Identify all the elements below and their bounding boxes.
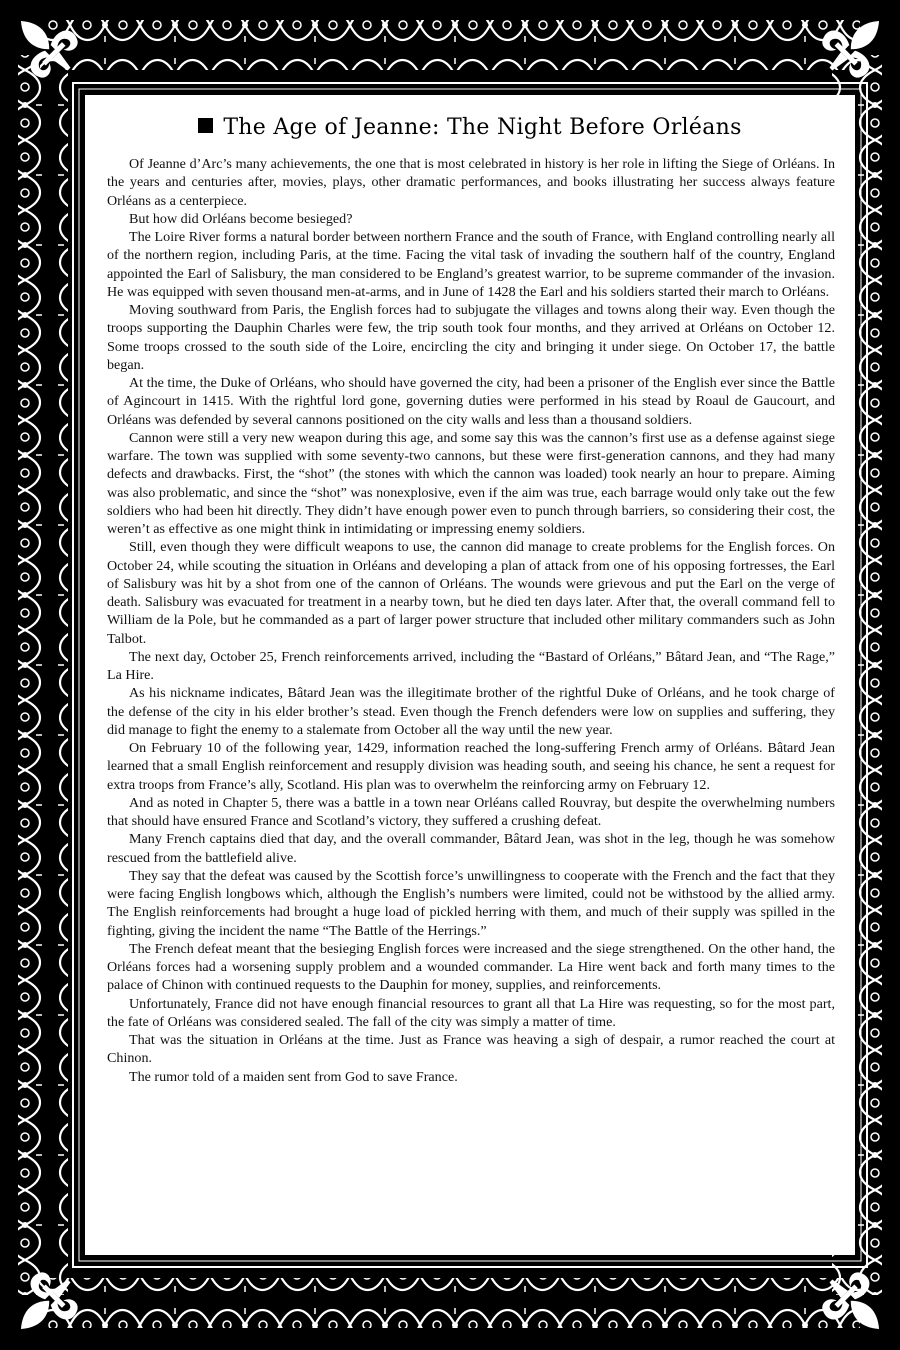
paragraph: Still, even though they were difficult weapons to use, the cannon did manage to create problems for the English forces. On October 24, while scouting the situation in Orléans and developing a plan of attack from one of his opposing fortresses, the Earl of Salisbury was hit by a shot from one of the cannon of Orléans. The wounds were grievous and put the Earl on the verge of death. Salisbury was evacuated for treatment in a nearby town, but he died ten days later. After that, the overall command fell to William de la Pole, but he commanded as a part of larger power structure that included other military commanders such as John Talbot. <box>107 539 835 647</box>
page-title <box>85 115 855 140</box>
paragraph: As his nickname indicates, Bâtard Jean was the illegitimate brother of the rightful Duke of Orléans, and he took charge of the defense of the city in his elder brother’s stead. Even though the French defenders were low on supplies and suffering, they did manage to fight the enemy to a stalemate from October all the way until the new year. <box>107 685 835 738</box>
paragraph: But how did Orléans become besieged? <box>129 210 353 227</box>
paragraph: Moving southward from Paris, the English forces had to subjugate the villages and towns along their way. Even though the troops supporting the Dauphin Charles were few, the trip south took four months, and they arrived at Orléans on October 12. Some troops crossed to the south side of the Loire, encircling the city and bringing it under siege. On October 17, the battle began. <box>107 302 835 373</box>
paragraph: The next day, October 25, French reinforcements arrived, including the “Bastard of Orléans,” Bâtard Jean, and “The Rage,” La Hire. <box>107 648 835 683</box>
paragraph: At the time, the Duke of Orléans, who should have governed the city, had been a prisoner of the English ever since the Battle of Agincourt in 1415. With the rightful lord gone, governing duties were performed in his stead by Roaul de Gaucourt, and Orléans was defended by several cannons positioned on the city walls and less than a thousand soldiers. <box>107 375 835 428</box>
paragraph: They say that the defeat was caused by the Scottish force’s unwillingness to cooperate with the French and the fact that they were facing English longbows which, although the English’s numbers were limited, could not be withstood by the allied army. The English reinforcements had brought a huge load of pickled herring with them, and much of their supply was spilled in the fighting, giving the incident the name “The Battle of the Herrings.” <box>107 867 835 939</box>
paragraph: The French defeat meant that the besieging English forces were increased and the siege strengthened. On the other hand, the Orléans forces had a worsening supply problem and a wounded commander. La Hire went back and forth many times to the palace of Chinon with continued requests to the Dauphin for money, supplies, and reinforcements. <box>107 940 835 994</box>
article-body <box>107 155 835 1086</box>
paragraph: The rumor told of a maiden sent from God to save France. <box>129 1068 458 1085</box>
paragraph: Many French captains died that day, and the overall commander, Bâtard Jean, was shot in the leg, though he was somehow rescued from the battlefield alive. <box>107 831 835 866</box>
paragraph: The Loire River forms a natural border between northern France and the south of France, with England controlling nearly all of the northern region, including Paris, at the time. Facing the vital task of invading the southern half of the country, England appointed the Earl of Salisbury, the man considered to be England’s greatest warrior, to be supreme commander of the invasion. He was equipped with seven thousand men-at-arms, and in June of 1428 the Earl and his soldiers started their march to Orléans. <box>107 229 835 300</box>
paragraph: And as noted in Chapter 5, there was a battle in a town near Orléans called Rouvray, but despite the overwhelming numbers that should have ensured France and Scotland’s victory, they suffered a crushing defeat. <box>107 794 835 829</box>
paragraph: Unfortunately, France did not have enough financial resources to grant all that La Hire was requesting, so for the most part, the fate of Orléans was considered sealed. The fall of the city was simply a matter of time. <box>107 995 835 1030</box>
text-panel <box>85 95 855 1255</box>
bullet-square-icon <box>198 118 213 133</box>
paragraph: On February 10 of the following year, 1429, information reached the long-suffering French army of Orléans. Bâtard Jean learned that a small English reinforcement and resupply division was heading south, and seeing his chance, he sent a request for extra troops from France’s ally, Scotland. His plan was to overwhelm the reinforcing army on February 12. <box>107 740 835 793</box>
paragraph: That was the situation in Orléans at the time. Just as France was heaving a sigh of despair, a rumor reached the court at Chinon. <box>107 1032 835 1067</box>
title-text: The Age of Jeanne: The Night Before Orléans <box>223 115 742 140</box>
paragraph: Of Jeanne d’Arc’s many achievements, the one that is most celebrated in history is her role in lifting the Siege of Orléans. In the years and centuries after, movies, plays, other dramatic performances, and books illustrating her success always feature Orléans as a centerpiece. <box>107 156 835 209</box>
paragraph: Cannon were still a very new weapon during this age, and some say this was the cannon’s first use as a defense against siege warfare. The town was supplied with some seventy-two cannons, but these were first-generation cannons, and they had many defects and drawbacks. First, the “shot” (the stones with which the cannon was loaded) took nearly an hour to prepare. Aiming was also problematic, and since the “shot” was nonexplosive, even if the aim was true, each barrage would only take out the few soldiers who had been hit directly. They didn’t have enough power even to punch through barriers, so considering their cost, the weren’t as effective as one might think in intimidating or impressing enemy soldiers. <box>107 429 835 537</box>
